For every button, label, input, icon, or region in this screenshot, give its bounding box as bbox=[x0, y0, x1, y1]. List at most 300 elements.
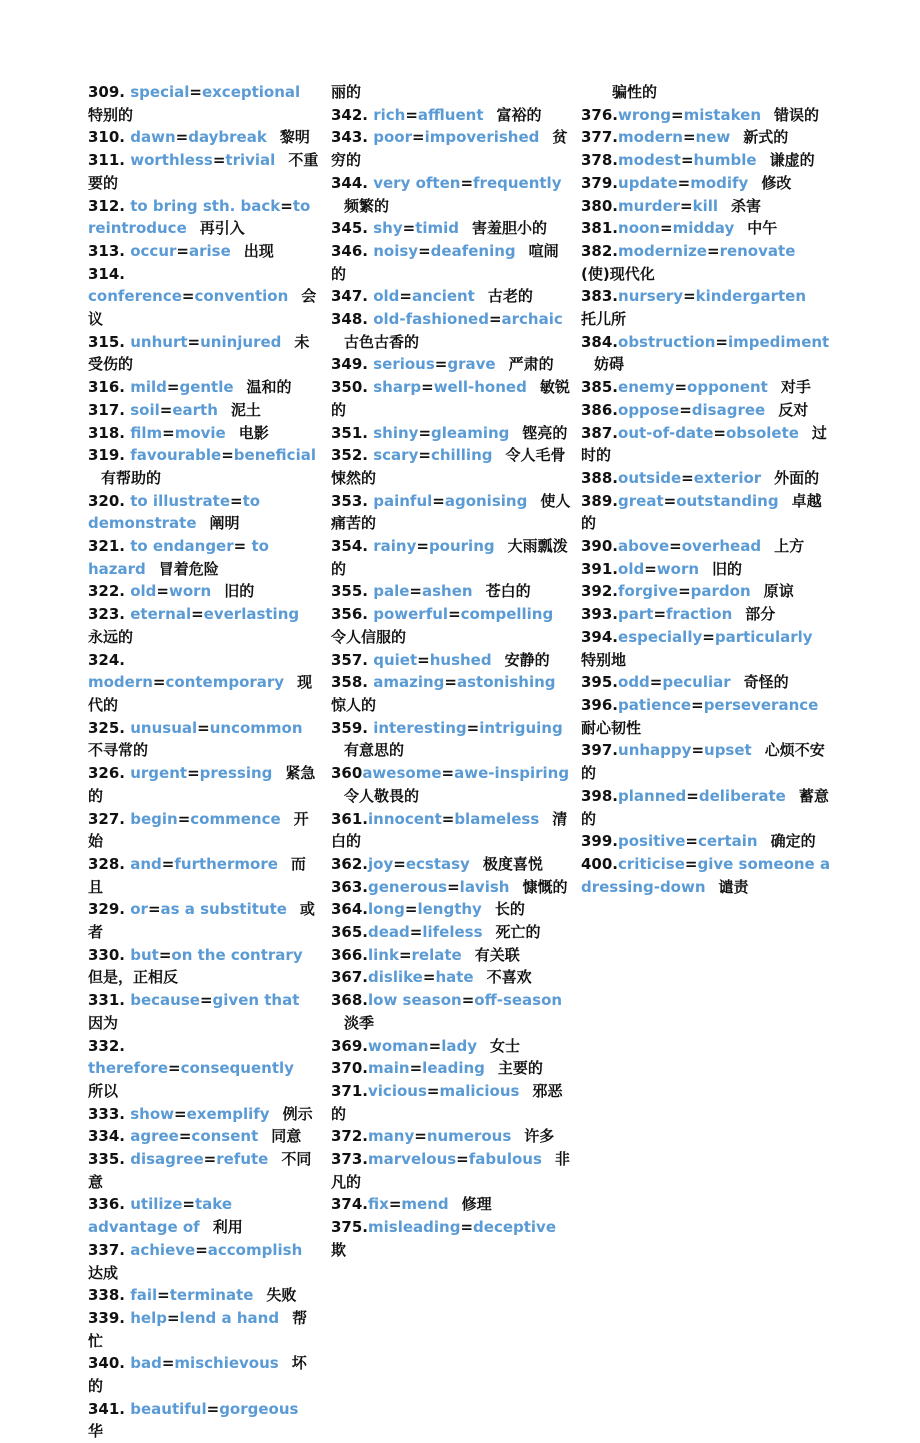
synonym: deceptive bbox=[473, 1218, 557, 1237]
equals-sign: = bbox=[166, 378, 180, 397]
chinese-meaning: 古老的 bbox=[487, 287, 533, 306]
synonym: commence bbox=[190, 809, 281, 828]
vocab-entry bbox=[581, 853, 833, 898]
chinese-meaning: 不寻常的 bbox=[88, 741, 149, 760]
synonym: trivial bbox=[225, 151, 276, 170]
synonym: lifeless bbox=[422, 923, 483, 942]
synonym: astonishing bbox=[456, 673, 556, 692]
chinese-meaning: 华 bbox=[88, 1422, 104, 1441]
entry-number: 337. bbox=[88, 1240, 131, 1259]
headword: rich bbox=[373, 105, 406, 124]
entry-number: 328. bbox=[88, 854, 131, 873]
headword: help bbox=[130, 1308, 167, 1327]
synonym: worn bbox=[169, 582, 212, 601]
chinese-meaning: 过时的 bbox=[581, 423, 827, 465]
entry-number: 380. bbox=[581, 196, 619, 215]
equals-sign: = bbox=[715, 332, 728, 351]
synonym: mend bbox=[401, 1195, 449, 1214]
synonym: grave bbox=[447, 355, 496, 374]
vocab-entry bbox=[88, 1284, 320, 1307]
equals-sign: = bbox=[152, 673, 166, 692]
chinese-meaning: 新式的 bbox=[743, 128, 789, 147]
chinese-meaning: 帮忙 bbox=[88, 1308, 308, 1350]
chinese-meaning: 上方 bbox=[774, 537, 805, 556]
entry-number: 355. bbox=[331, 582, 374, 601]
vocab-entry bbox=[88, 603, 320, 648]
headword: to endanger bbox=[130, 537, 234, 556]
headword: interesting bbox=[373, 718, 467, 737]
headword: conference bbox=[88, 287, 182, 306]
entry-number: 391. bbox=[581, 559, 619, 578]
vocab-entry bbox=[331, 921, 571, 944]
vocab-entry bbox=[88, 263, 320, 331]
entry-number: 352. bbox=[331, 446, 374, 465]
vocab-entry bbox=[331, 898, 571, 921]
headword: above bbox=[618, 537, 670, 556]
headword: or bbox=[130, 900, 148, 919]
headword: update bbox=[618, 173, 678, 192]
chinese-meaning: 大雨瓢泼的 bbox=[331, 537, 568, 578]
chinese-meaning: 耐心韧性 bbox=[581, 718, 642, 737]
entry-number: 378. bbox=[581, 151, 619, 170]
equals-sign: = bbox=[162, 423, 175, 442]
entry-number: 312. bbox=[88, 196, 131, 215]
headword: dislike bbox=[368, 968, 423, 987]
vocab-entry bbox=[581, 830, 833, 853]
chinese-meaning: 不喜欢 bbox=[486, 968, 532, 987]
headword: very often bbox=[373, 173, 461, 192]
vocab-entry bbox=[581, 104, 833, 127]
headword: many bbox=[368, 1127, 415, 1146]
equals-sign: = bbox=[414, 1127, 427, 1146]
synonym: pardon bbox=[690, 582, 751, 601]
chinese-meaning: 惊人的 bbox=[331, 695, 377, 714]
equals-sign: = bbox=[418, 423, 432, 442]
chinese-meaning: 长的 bbox=[494, 900, 525, 919]
vocabulary-column-1 bbox=[88, 81, 320, 1443]
entry-number: 346. bbox=[331, 241, 374, 260]
vocab-entry bbox=[581, 626, 833, 671]
synonym: opponent bbox=[687, 378, 768, 397]
vocab-entry bbox=[88, 989, 320, 1034]
chinese-meaning: 杀害 bbox=[731, 196, 762, 215]
chinese-meaning: 出现 bbox=[243, 241, 274, 260]
chinese-meaning: 使人痛苦的 bbox=[331, 491, 571, 533]
equals-sign: = bbox=[460, 173, 474, 192]
synonym: modify bbox=[690, 173, 749, 192]
entry-number: 368. bbox=[331, 991, 369, 1010]
vocab-entry bbox=[331, 172, 571, 217]
vocab-entry bbox=[581, 376, 833, 399]
headword: oppose bbox=[618, 400, 680, 419]
headword: old bbox=[618, 559, 645, 578]
vocab-entry bbox=[331, 1193, 571, 1216]
vocab-entry bbox=[331, 1057, 571, 1080]
entry-number: 382. bbox=[581, 241, 619, 260]
headword: link bbox=[368, 945, 399, 964]
chinese-meaning: 因为 bbox=[88, 1013, 119, 1032]
vocab-entry bbox=[581, 467, 833, 490]
equals-sign: = bbox=[189, 83, 202, 101]
headword: positive bbox=[618, 832, 686, 851]
headword: long bbox=[368, 900, 405, 919]
entry-number: 374. bbox=[331, 1195, 369, 1214]
synonym: outstanding bbox=[676, 491, 779, 510]
entry-number: 318. bbox=[88, 423, 131, 442]
vocab-entry bbox=[331, 1148, 571, 1193]
synonym: peculiar bbox=[662, 673, 731, 692]
vocab-entry bbox=[88, 399, 320, 422]
synonym: ecstasy bbox=[405, 854, 470, 873]
headword: and bbox=[130, 854, 162, 873]
synonym: relate bbox=[411, 945, 462, 964]
entry-number: 362. bbox=[331, 854, 369, 873]
synonym: new bbox=[695, 128, 731, 147]
chinese-meaning: 女士 bbox=[489, 1036, 520, 1055]
synonym: daybreak bbox=[188, 128, 267, 147]
headword: noisy bbox=[373, 241, 419, 260]
equals-sign: = bbox=[166, 1308, 180, 1327]
entry-number: 387. bbox=[581, 423, 619, 442]
synonym: archaic bbox=[501, 310, 563, 329]
entry-number: 340. bbox=[88, 1354, 131, 1373]
chinese-meaning: 但是，正相反 bbox=[88, 968, 179, 987]
entry-number: 342. bbox=[331, 105, 374, 124]
equals-sign: = bbox=[447, 877, 460, 896]
vocab-entry bbox=[88, 1193, 320, 1238]
synonym: off-season bbox=[474, 991, 563, 1010]
chinese-meaning: 敏锐的 bbox=[331, 378, 570, 419]
vocab-entry bbox=[88, 1398, 320, 1443]
equals-sign: = bbox=[168, 1059, 181, 1078]
vocab-entry bbox=[581, 240, 833, 285]
synonym: hushed bbox=[429, 650, 492, 669]
synonym: upset bbox=[704, 741, 752, 760]
equals-sign: = bbox=[684, 854, 698, 873]
vocab-entry bbox=[88, 376, 320, 399]
headword: to illustrate bbox=[130, 491, 230, 510]
equals-sign: = bbox=[393, 854, 406, 873]
vocab-entry bbox=[88, 331, 320, 376]
vocab-entry bbox=[581, 217, 833, 240]
equals-sign: = bbox=[388, 1195, 402, 1214]
vocab-entry bbox=[88, 762, 320, 807]
entry-number: 317. bbox=[88, 400, 131, 419]
chinese-meaning: 特别的 bbox=[88, 105, 134, 124]
synonym: take advantage of bbox=[88, 1195, 233, 1237]
entry-number: 325. bbox=[88, 718, 131, 737]
synonym: lady bbox=[441, 1036, 477, 1055]
vocab-entry bbox=[88, 490, 320, 535]
entry-number: 358. bbox=[331, 673, 374, 692]
vocab-entry bbox=[581, 149, 833, 172]
equals-sign: = bbox=[221, 446, 234, 465]
headword: great bbox=[618, 491, 664, 510]
vocab-entry bbox=[331, 126, 571, 171]
equals-sign: = bbox=[644, 559, 657, 578]
synonym: hate bbox=[435, 968, 474, 987]
headword: vicious bbox=[368, 1081, 427, 1100]
entry-number: 345. bbox=[331, 219, 374, 238]
entry-number: 390. bbox=[581, 537, 619, 556]
equals-sign: = bbox=[178, 1127, 192, 1146]
headword: painful bbox=[373, 491, 433, 510]
headword: show bbox=[130, 1104, 175, 1123]
entry-number: 336. bbox=[88, 1195, 131, 1214]
chinese-meaning: 清白的 bbox=[331, 809, 568, 851]
vocab-entry bbox=[88, 149, 320, 194]
synonym: ancient bbox=[412, 287, 475, 306]
synonym: deafening bbox=[430, 241, 516, 260]
vocab-entry bbox=[88, 444, 320, 489]
synonym: timid bbox=[415, 219, 460, 238]
entry-number: 321. bbox=[88, 537, 131, 556]
vocab-entry bbox=[88, 422, 320, 445]
headword: worthless bbox=[130, 151, 213, 170]
chinese-meaning: 修改 bbox=[761, 173, 792, 192]
chinese-meaning: 确定的 bbox=[770, 832, 816, 851]
equals-sign: = bbox=[706, 241, 720, 260]
headword: fail bbox=[130, 1286, 158, 1305]
equals-sign: = bbox=[147, 900, 161, 919]
vocab-entry bbox=[331, 285, 571, 308]
synonym: blameless bbox=[454, 809, 540, 828]
headword: marvelous bbox=[368, 1150, 457, 1169]
headword: out-of-date bbox=[618, 423, 714, 442]
headword: old-fashioned bbox=[373, 310, 489, 329]
vocab-entry-continuation bbox=[331, 81, 571, 104]
equals-sign: = bbox=[681, 468, 694, 487]
equals-sign: = bbox=[195, 1240, 208, 1259]
headword: main bbox=[368, 1059, 410, 1078]
headword: therefore bbox=[88, 1059, 168, 1078]
headword: planned bbox=[618, 786, 687, 805]
vocab-entry bbox=[331, 853, 571, 876]
synonym: gorgeous bbox=[219, 1399, 299, 1418]
vocab-entry bbox=[88, 717, 320, 762]
equals-sign: = bbox=[691, 741, 705, 760]
headword: agree bbox=[130, 1127, 179, 1146]
entry-number: 310. bbox=[88, 128, 131, 147]
headword: old bbox=[373, 287, 400, 306]
equals-sign: = bbox=[444, 673, 457, 692]
equals-sign: = bbox=[191, 605, 204, 624]
synonym: lend a hand bbox=[179, 1308, 280, 1327]
entry-number: 333. bbox=[88, 1104, 131, 1123]
chinese-meaning: 达成 bbox=[88, 1263, 119, 1282]
headword: special bbox=[130, 83, 190, 101]
entry-number: 309. bbox=[88, 83, 131, 101]
synonym: midday bbox=[672, 219, 735, 238]
chinese-meaning: 所以 bbox=[88, 1081, 119, 1100]
vocab-entry bbox=[581, 694, 833, 739]
equals-sign: = bbox=[157, 1286, 170, 1305]
equals-sign: = bbox=[461, 991, 475, 1010]
chinese-meaning: 托儿所 bbox=[581, 310, 627, 329]
synonym: to reintroduce bbox=[88, 196, 311, 238]
entry-number: 350. bbox=[331, 378, 374, 397]
headword: old bbox=[130, 582, 157, 601]
chinese-meaning: 贫穷的 bbox=[331, 128, 568, 170]
headword: unusual bbox=[130, 718, 198, 737]
synonym: renovate bbox=[719, 241, 796, 260]
synonym: awe-inspiring bbox=[454, 764, 570, 783]
vocab-entry bbox=[331, 422, 571, 445]
vocab-entry bbox=[331, 603, 571, 648]
entry-number: 385. bbox=[581, 378, 619, 397]
headword: modernize bbox=[618, 241, 707, 260]
vocab-entry bbox=[331, 535, 571, 580]
chinese-meaning: 许多 bbox=[524, 1127, 555, 1146]
chinese-meaning: 频繁的 bbox=[344, 196, 390, 215]
vocab-entry bbox=[331, 580, 571, 603]
headword: enemy bbox=[618, 378, 675, 397]
chinese-meaning: 蓄意的 bbox=[581, 786, 829, 828]
headword: because bbox=[130, 991, 200, 1010]
chinese-meaning: 特别地 bbox=[581, 650, 627, 669]
vocab-entry bbox=[331, 762, 571, 807]
chinese-meaning: 喧闹的 bbox=[331, 241, 559, 283]
synonym: leading bbox=[422, 1059, 485, 1078]
vocab-entry bbox=[88, 535, 320, 580]
vocab-entry bbox=[581, 126, 833, 149]
headword: woman bbox=[368, 1036, 429, 1055]
synonym: compelling bbox=[460, 605, 554, 624]
synonym: exemplify bbox=[186, 1104, 270, 1123]
chinese-meaning: 邪恶的 bbox=[331, 1081, 563, 1123]
chinese-meaning: 铿亮的 bbox=[522, 423, 568, 442]
chinese-meaning: 妨碍 bbox=[594, 355, 625, 374]
vocab-entry bbox=[331, 1125, 571, 1148]
equals-sign: = bbox=[182, 1195, 195, 1214]
equals-sign: = bbox=[713, 423, 726, 442]
synonym: give someone a dressing-down bbox=[581, 854, 831, 896]
entry-number: 339. bbox=[88, 1308, 131, 1327]
headword: modern bbox=[88, 673, 153, 692]
vocabulary-column-2 bbox=[331, 81, 571, 1262]
equals-sign: = bbox=[161, 1354, 175, 1373]
equals-sign: = bbox=[206, 1399, 220, 1418]
equals-sign: = bbox=[702, 627, 715, 646]
chinese-meaning: 或者 bbox=[88, 900, 315, 942]
chinese-meaning: 电影 bbox=[238, 423, 269, 442]
equals-sign: = bbox=[434, 355, 448, 374]
entry-number: 327. bbox=[88, 809, 131, 828]
headword: modern bbox=[618, 128, 683, 147]
vocab-entry bbox=[88, 944, 320, 989]
headword: rainy bbox=[373, 537, 417, 556]
synonym: to hazard bbox=[88, 537, 269, 578]
equals-sign: = bbox=[432, 491, 445, 510]
chinese-meaning: 永远的 bbox=[88, 627, 134, 646]
vocab-entry bbox=[88, 898, 320, 943]
synonym: everlasting bbox=[203, 605, 300, 624]
synonym: lengthy bbox=[417, 900, 482, 919]
synonym: convention bbox=[194, 287, 289, 306]
vocab-entry bbox=[88, 126, 320, 149]
synonym: disagree bbox=[691, 400, 766, 419]
entry-number: 369. bbox=[331, 1036, 369, 1055]
entry-number: 381. bbox=[581, 219, 619, 238]
chinese-meaning: 令人信服的 bbox=[331, 627, 407, 646]
vocab-entry bbox=[581, 399, 833, 422]
chinese-meaning: 令人敬畏的 bbox=[344, 786, 420, 805]
equals-sign: = bbox=[674, 378, 688, 397]
synonym: gentle bbox=[179, 378, 234, 397]
entry-number: 364. bbox=[331, 900, 369, 919]
chinese-meaning: 反对 bbox=[778, 400, 809, 419]
vocab-entry bbox=[331, 876, 571, 899]
headword: especially bbox=[618, 627, 703, 646]
synonym: refute bbox=[216, 1150, 269, 1169]
vocab-entry bbox=[88, 1148, 320, 1193]
entry-number: 400. bbox=[581, 854, 619, 873]
synonym: perseverance bbox=[703, 695, 819, 714]
equals-sign: = bbox=[680, 196, 693, 215]
chinese-meaning: 温和的 bbox=[246, 378, 292, 397]
equals-sign: = bbox=[426, 1081, 440, 1100]
equals-sign: = bbox=[659, 219, 673, 238]
vocab-entry bbox=[88, 195, 320, 240]
headword: generous bbox=[368, 877, 448, 896]
synonym: obsolete bbox=[725, 423, 799, 442]
synonym: pressing bbox=[199, 764, 273, 783]
equals-sign: = bbox=[159, 400, 173, 419]
equals-sign: = bbox=[212, 151, 226, 170]
synonym: uninjured bbox=[200, 332, 282, 351]
equals-sign: = bbox=[187, 764, 200, 783]
chinese-meaning: 未受伤的 bbox=[88, 332, 310, 374]
vocab-entry bbox=[331, 1216, 571, 1261]
chinese-meaning: 同意 bbox=[271, 1127, 302, 1146]
chinese-meaning: 对手 bbox=[780, 378, 811, 397]
headword: forgive bbox=[618, 582, 679, 601]
vocab-entry bbox=[581, 172, 833, 195]
entry-number: 313. bbox=[88, 241, 131, 260]
equals-sign: = bbox=[181, 287, 195, 306]
entry-number: 388. bbox=[581, 468, 619, 487]
equals-sign: = bbox=[669, 537, 682, 556]
equals-sign: = bbox=[488, 310, 502, 329]
chinese-meaning: 中午 bbox=[747, 219, 778, 238]
entry-number: 360 bbox=[331, 764, 363, 783]
vocab-entry bbox=[331, 717, 571, 762]
entry-number: 341. bbox=[88, 1399, 131, 1418]
headword: quiet bbox=[373, 650, 418, 669]
equals-sign: = bbox=[280, 196, 293, 215]
vocab-entry bbox=[88, 1307, 320, 1352]
equals-sign: = bbox=[409, 1059, 423, 1078]
synonym: worn bbox=[656, 559, 700, 578]
equals-sign: = bbox=[677, 173, 691, 192]
chinese-meaning: 心烦不安的 bbox=[581, 741, 825, 783]
synonym: impediment bbox=[728, 332, 830, 351]
synonym: numerous bbox=[426, 1127, 512, 1146]
headword: poor bbox=[373, 128, 412, 147]
equals-sign: = bbox=[460, 1218, 474, 1237]
headword: patience bbox=[618, 695, 692, 714]
equals-sign: = bbox=[686, 786, 699, 805]
chinese-meaning: 黎明 bbox=[279, 128, 310, 147]
equals-sign: = bbox=[682, 128, 696, 147]
entry-number: 356. bbox=[331, 605, 374, 624]
chinese-meaning: 严肃的 bbox=[508, 355, 554, 374]
entry-number: 320. bbox=[88, 491, 131, 510]
equals-sign: = bbox=[161, 854, 175, 873]
headword: powerful bbox=[373, 605, 449, 624]
entry-number: 323. bbox=[88, 605, 131, 624]
equals-sign: = bbox=[233, 537, 247, 556]
